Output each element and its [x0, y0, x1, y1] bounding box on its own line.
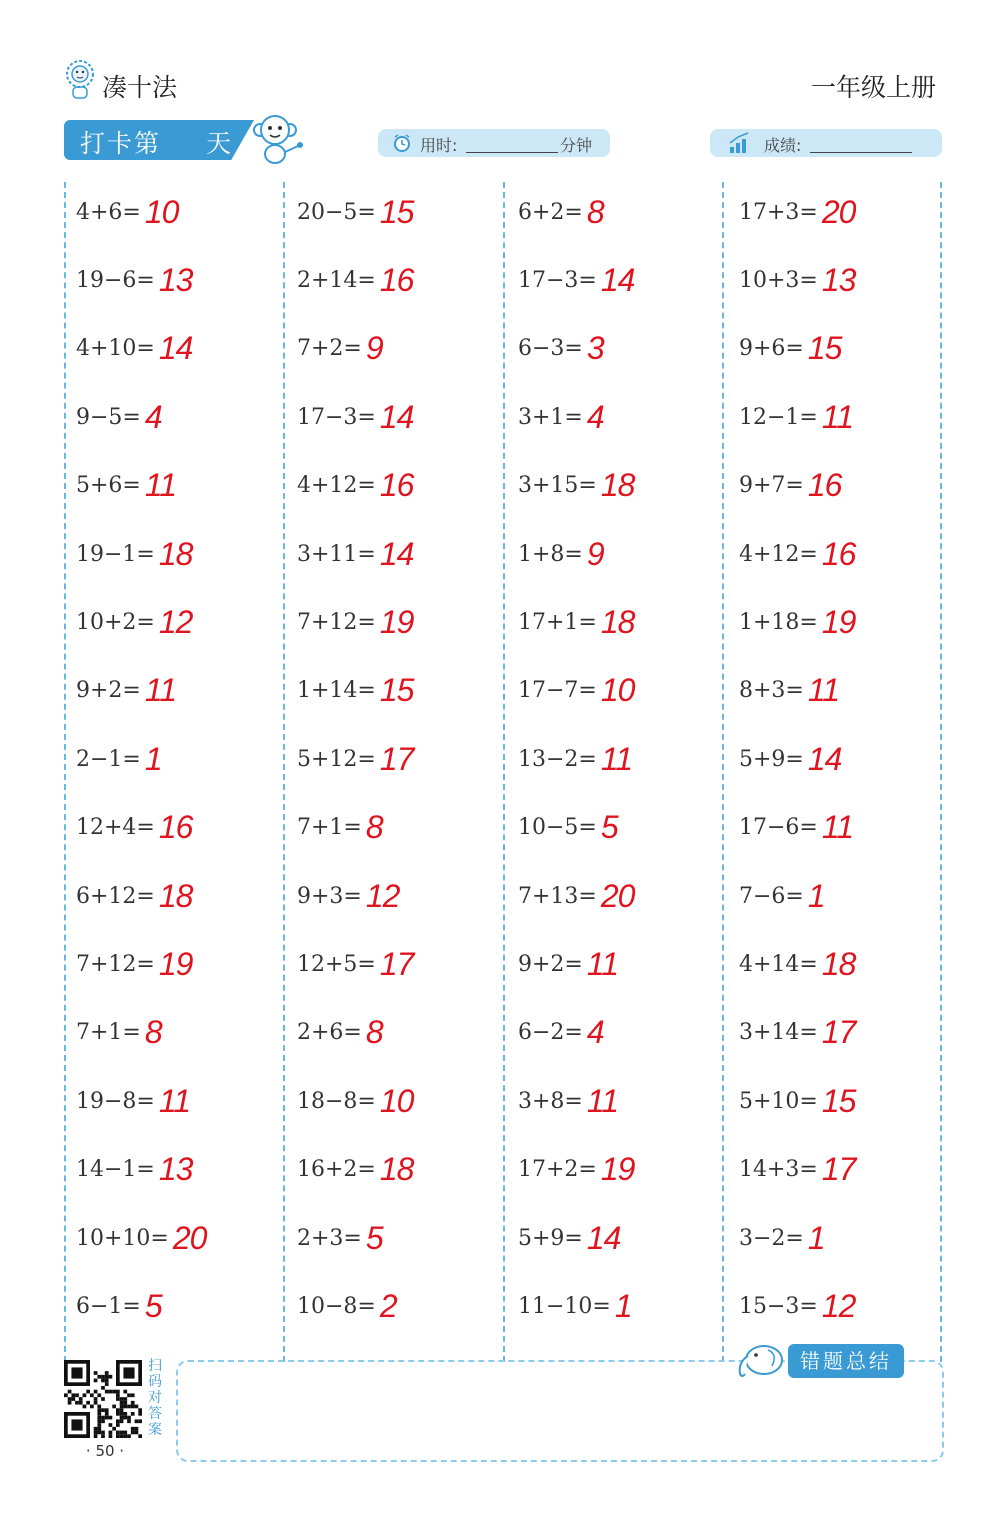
- problem-row: [518, 862, 734, 930]
- problem-row: [297, 725, 513, 793]
- problem-expression: 6+2=: [518, 199, 583, 225]
- score-label: 成绩:: [764, 136, 802, 155]
- problem-row: [518, 178, 734, 246]
- handwritten-answer[interactable]: 5: [600, 809, 618, 846]
- problem-expression: 8+3=: [739, 678, 804, 704]
- problem-row: [739, 1204, 955, 1272]
- problem-expression: 4+6=: [76, 199, 141, 225]
- problem-row: [518, 1135, 734, 1203]
- problem-row: [518, 1204, 734, 1272]
- problem-expression: 11−10=: [518, 1293, 611, 1319]
- handwritten-answer[interactable]: 11: [807, 672, 840, 709]
- problem-expression: 7+2=: [297, 336, 362, 362]
- problem-row: [518, 315, 734, 383]
- handwritten-answer[interactable]: 9: [586, 535, 604, 572]
- problem-row: [76, 178, 292, 246]
- problem-expression: 9+7=: [739, 473, 804, 499]
- handwritten-answer[interactable]: 16: [821, 535, 856, 572]
- problem-row: [297, 862, 513, 930]
- problem-expression: 1+14=: [297, 678, 376, 704]
- handwritten-answer[interactable]: 5: [144, 1287, 162, 1324]
- problem-expression: 7−6=: [739, 883, 804, 909]
- handwritten-answer[interactable]: 2: [379, 1287, 397, 1324]
- problem-row: [76, 315, 292, 383]
- problem-expression: 3+11=: [297, 541, 376, 567]
- handwritten-answer[interactable]: 14: [586, 1219, 621, 1256]
- problem-row: [76, 657, 292, 725]
- problem-row: [297, 1067, 513, 1135]
- problem-row: [76, 588, 292, 656]
- problem-row: [518, 383, 734, 451]
- problem-row: [739, 999, 955, 1067]
- problem-row: [76, 1135, 292, 1203]
- handwritten-answer[interactable]: 19: [821, 604, 856, 641]
- problem-row: [518, 725, 734, 793]
- elephant-icon: [732, 1340, 788, 1380]
- handwritten-answer[interactable]: 11: [600, 740, 633, 777]
- problem-row: [297, 246, 513, 314]
- handwritten-answer[interactable]: 5: [365, 1219, 383, 1256]
- handwritten-answer[interactable]: 3: [586, 330, 604, 367]
- handwritten-answer[interactable]: 15: [821, 1082, 856, 1119]
- problem-expression: 3−2=: [739, 1225, 804, 1251]
- problem-row: [739, 315, 955, 383]
- handwritten-answer[interactable]: 4: [586, 1014, 604, 1051]
- mistake-summary-label: 错题总结: [788, 1344, 904, 1378]
- problem-expression: 19−1=: [76, 541, 155, 567]
- handwritten-answer[interactable]: 12: [365, 877, 400, 914]
- problem-row: [76, 794, 292, 862]
- problem-row: [518, 520, 734, 588]
- handwritten-answer[interactable]: 16: [158, 809, 193, 846]
- problem-column-4: [739, 178, 955, 1341]
- handwritten-answer[interactable]: 14: [807, 740, 842, 777]
- problem-expression: 10−8=: [297, 1293, 376, 1319]
- handwritten-answer[interactable]: 1: [807, 877, 825, 914]
- handwritten-answer[interactable]: 4: [144, 398, 162, 435]
- problem-expression: 4+10=: [76, 336, 155, 362]
- handwritten-answer[interactable]: 15: [379, 193, 414, 230]
- problem-expression: 7+1=: [297, 815, 362, 841]
- handwritten-answer[interactable]: 10: [600, 672, 635, 709]
- problem-row: [739, 588, 955, 656]
- problem-expression: 7+1=: [76, 1020, 141, 1046]
- problem-expression: 9−5=: [76, 404, 141, 430]
- problem-row: [518, 657, 734, 725]
- problem-expression: 20−5=: [297, 199, 376, 225]
- handwritten-answer[interactable]: 18: [600, 604, 635, 641]
- handwritten-answer[interactable]: 20: [821, 193, 856, 230]
- problem-row: [297, 178, 513, 246]
- problem-row: [518, 1272, 734, 1340]
- problem-expression: 17+3=: [739, 199, 818, 225]
- problem-expression: 6−1=: [76, 1293, 141, 1319]
- handwritten-answer[interactable]: 15: [379, 672, 414, 709]
- problem-row: [739, 657, 955, 725]
- handwritten-answer[interactable]: 1: [614, 1287, 632, 1324]
- lion-logo-icon: [62, 58, 98, 100]
- problem-expression: 3+15=: [518, 473, 597, 499]
- handwritten-answer[interactable]: 20: [600, 877, 635, 914]
- problem-expression: 10−5=: [518, 815, 597, 841]
- problem-row: [518, 930, 734, 998]
- problem-row: [76, 246, 292, 314]
- column-divider: [64, 182, 66, 1362]
- handwritten-answer[interactable]: 19: [379, 604, 414, 641]
- handwritten-answer[interactable]: 13: [158, 1151, 193, 1188]
- handwritten-answer[interactable]: 11: [821, 398, 854, 435]
- problem-expression: 5+9=: [739, 746, 804, 772]
- problem-expression: 16+2=: [297, 1157, 376, 1183]
- problem-expression: 19−8=: [76, 1088, 155, 1114]
- problem-row: [739, 1135, 955, 1203]
- problem-row: [76, 930, 292, 998]
- problem-expression: 17−6=: [739, 815, 818, 841]
- handwritten-answer[interactable]: 11: [144, 672, 177, 709]
- problem-expression: 2−1=: [76, 746, 141, 772]
- problem-row: [297, 452, 513, 520]
- problem-row: [76, 520, 292, 588]
- handwritten-answer[interactable]: 16: [379, 467, 414, 504]
- problem-row: [518, 452, 734, 520]
- problem-row: [297, 1204, 513, 1272]
- problem-expression: 3+8=: [518, 1088, 583, 1114]
- problem-expression: 5+12=: [297, 746, 376, 772]
- time-label: 用时:: [420, 136, 458, 155]
- problem-row: [739, 246, 955, 314]
- problem-row: [297, 383, 513, 451]
- handwritten-answer[interactable]: 14: [600, 262, 635, 299]
- problem-row: [76, 862, 292, 930]
- problem-row: [518, 588, 734, 656]
- handwritten-answer[interactable]: 8: [144, 1014, 162, 1051]
- problem-expression: 10+10=: [76, 1225, 169, 1251]
- problem-expression: 2+3=: [297, 1225, 362, 1251]
- problem-expression: 9+6=: [739, 336, 804, 362]
- grade-label: 一年级上册: [810, 73, 936, 102]
- handwritten-answer[interactable]: 8: [365, 809, 383, 846]
- problem-expression: 4+14=: [739, 951, 818, 977]
- problem-expression: 14+3=: [739, 1157, 818, 1183]
- problem-expression: 6−2=: [518, 1020, 583, 1046]
- checkin-label: 打卡第: [80, 129, 162, 158]
- handwritten-answer[interactable]: 9: [365, 330, 383, 367]
- problem-expression: 17−3=: [518, 268, 597, 294]
- problem-row: [297, 315, 513, 383]
- handwritten-answer[interactable]: 8: [365, 1014, 383, 1051]
- handwritten-answer[interactable]: 13: [821, 262, 856, 299]
- problem-row: [739, 1272, 955, 1340]
- problem-row: [76, 452, 292, 520]
- problem-expression: 19−6=: [76, 268, 155, 294]
- handwritten-answer[interactable]: 12: [821, 1287, 856, 1324]
- problem-expression: 17−7=: [518, 678, 597, 704]
- problem-expression: 17−3=: [297, 404, 376, 430]
- handwritten-answer[interactable]: 18: [158, 877, 193, 914]
- problem-expression: 7+13=: [518, 883, 597, 909]
- problem-expression: 9+2=: [76, 678, 141, 704]
- problem-expression: 1+8=: [518, 541, 583, 567]
- problem-row: [518, 794, 734, 862]
- checkin-day-label: 天: [206, 129, 232, 158]
- handwritten-answer[interactable]: 4: [586, 398, 604, 435]
- problem-expression: 3+1=: [518, 404, 583, 430]
- problem-row: [739, 383, 955, 451]
- handwritten-answer[interactable]: 18: [379, 1151, 414, 1188]
- qr-code[interactable]: [64, 1360, 142, 1438]
- problem-expression: 3+14=: [739, 1020, 818, 1046]
- handwritten-answer[interactable]: 11: [586, 945, 619, 982]
- handwritten-answer[interactable]: 14: [379, 535, 414, 572]
- problem-row: [739, 725, 955, 793]
- problem-row: [739, 862, 955, 930]
- handwritten-answer[interactable]: 10: [379, 1082, 414, 1119]
- problem-expression: 6−3=: [518, 336, 583, 362]
- problem-expression: 10+3=: [739, 268, 818, 294]
- problem-row: [76, 1204, 292, 1272]
- problem-row: [739, 520, 955, 588]
- problem-expression: 18−8=: [297, 1088, 376, 1114]
- handwritten-answer[interactable]: 8: [586, 193, 604, 230]
- handwritten-answer[interactable]: 14: [158, 330, 193, 367]
- problem-expression: 1+18=: [739, 610, 818, 636]
- problem-row: [297, 999, 513, 1067]
- problem-expression: 10+2=: [76, 610, 155, 636]
- handwritten-answer[interactable]: 10: [144, 193, 179, 230]
- problem-row: [297, 520, 513, 588]
- problem-row: [297, 930, 513, 998]
- problem-expression: 7+12=: [76, 951, 155, 977]
- problem-row: [297, 657, 513, 725]
- handwritten-answer[interactable]: 11: [158, 1082, 191, 1119]
- handwritten-answer[interactable]: 1: [144, 740, 162, 777]
- time-unit-label: 分钟: [560, 136, 593, 155]
- score-input-line[interactable]: [810, 152, 912, 153]
- handwritten-answer[interactable]: 18: [158, 535, 193, 572]
- problem-expression: 4+12=: [739, 541, 818, 567]
- problem-expression: 2+14=: [297, 268, 376, 294]
- problem-row: [297, 588, 513, 656]
- problem-row: [76, 999, 292, 1067]
- problem-row: [518, 1067, 734, 1135]
- handwritten-answer[interactable]: 17: [821, 1151, 856, 1188]
- handwritten-answer[interactable]: 12: [158, 604, 193, 641]
- handwritten-answer[interactable]: 13: [158, 262, 193, 299]
- problem-row: [76, 1272, 292, 1340]
- handwritten-answer[interactable]: 19: [600, 1151, 635, 1188]
- problem-row: [739, 452, 955, 520]
- problem-expression: 6+12=: [76, 883, 155, 909]
- handwritten-answer[interactable]: 20: [172, 1219, 207, 1256]
- problem-row: [739, 178, 955, 246]
- problem-expression: 13−2=: [518, 746, 597, 772]
- problem-expression: 12+5=: [297, 951, 376, 977]
- problem-column-2: [297, 178, 513, 1341]
- problem-expression: 9+3=: [297, 883, 362, 909]
- handwritten-answer[interactable]: 18: [600, 467, 635, 504]
- score-chart-icon: [728, 131, 752, 155]
- handwritten-answer[interactable]: 17: [379, 945, 414, 982]
- handwritten-answer[interactable]: 17: [821, 1014, 856, 1051]
- problem-row: [297, 794, 513, 862]
- problem-expression: 17+1=: [518, 610, 597, 636]
- problem-row: [518, 999, 734, 1067]
- handwritten-answer[interactable]: 11: [144, 467, 177, 504]
- problem-row: [297, 1135, 513, 1203]
- problem-expression: 5+10=: [739, 1088, 818, 1114]
- problem-expression: 5+6=: [76, 473, 141, 499]
- handwritten-answer[interactable]: 11: [586, 1082, 619, 1119]
- problem-row: [739, 794, 955, 862]
- problem-row: [76, 1067, 292, 1135]
- series-title: 凑十法: [102, 73, 178, 102]
- clock-icon: [392, 133, 412, 153]
- monkey-mascot-icon: [250, 110, 308, 166]
- scan-for-answers-label: 扫码对答案: [148, 1358, 162, 1438]
- problem-column-1: [76, 178, 292, 1341]
- problem-expression: 9+2=: [518, 951, 583, 977]
- handwritten-answer[interactable]: 15: [807, 330, 842, 367]
- handwritten-answer[interactable]: 19: [158, 945, 193, 982]
- handwritten-answer[interactable]: 1: [807, 1219, 825, 1256]
- handwritten-answer[interactable]: 16: [379, 262, 414, 299]
- handwritten-answer[interactable]: 18: [821, 945, 856, 982]
- problem-expression: 5+9=: [518, 1225, 583, 1251]
- problem-expression: 4+12=: [297, 473, 376, 499]
- problem-expression: 2+6=: [297, 1020, 362, 1046]
- problem-expression: 7+12=: [297, 610, 376, 636]
- problem-row: [739, 1067, 955, 1135]
- handwritten-answer[interactable]: 11: [821, 809, 854, 846]
- problem-expression: 12−1=: [739, 404, 818, 430]
- problem-expression: 15−3=: [739, 1293, 818, 1319]
- problem-row: [76, 725, 292, 793]
- problem-row: [518, 246, 734, 314]
- problem-row: [76, 383, 292, 451]
- problem-row: [739, 930, 955, 998]
- page-number: · 50 ·: [85, 1442, 125, 1460]
- handwritten-answer[interactable]: 16: [807, 467, 842, 504]
- problem-expression: 17+2=: [518, 1157, 597, 1183]
- handwritten-answer[interactable]: 14: [379, 398, 414, 435]
- problem-expression: 14−1=: [76, 1157, 155, 1183]
- problem-row: [297, 1272, 513, 1340]
- time-input-line[interactable]: [466, 152, 558, 153]
- problem-column-3: [518, 178, 734, 1341]
- handwritten-answer[interactable]: 17: [379, 740, 414, 777]
- problem-expression: 12+4=: [76, 815, 155, 841]
